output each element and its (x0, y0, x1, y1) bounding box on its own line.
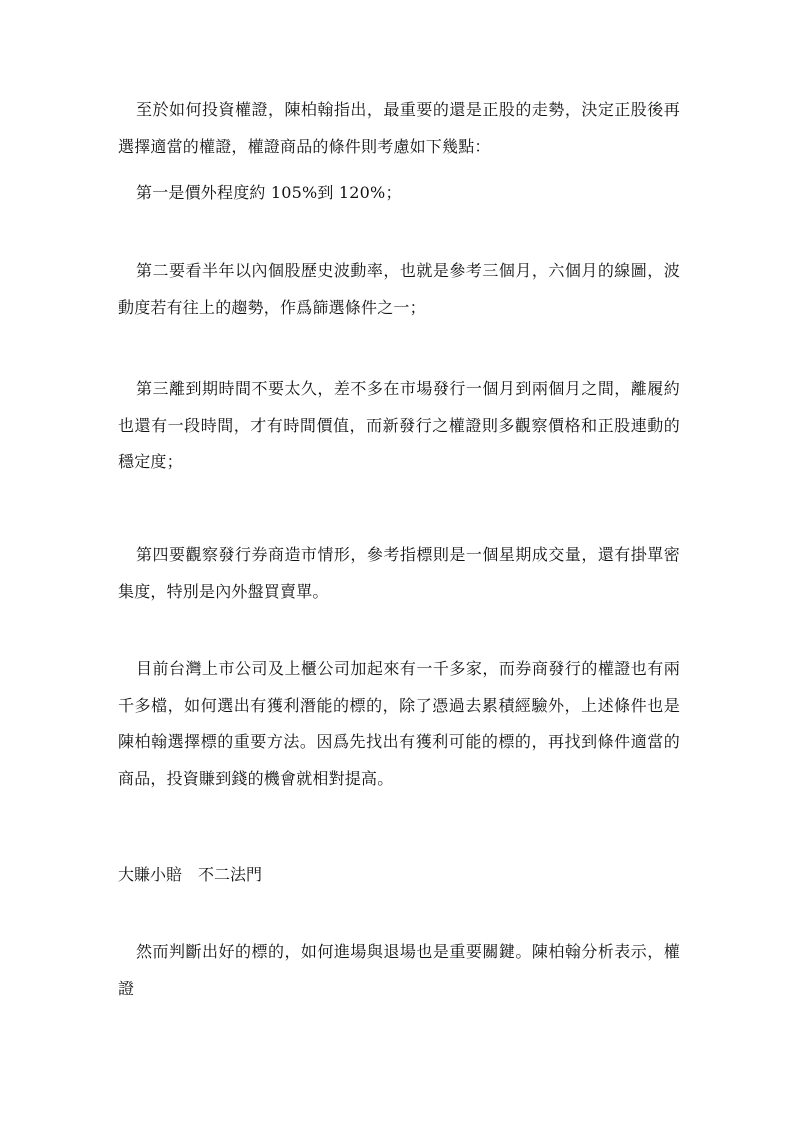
paragraph-condition-2: 第二要看半年以內個股歷史波動率，也就是參考三個月，六個月的線圖，波動度若有往上的趨勢，作爲篩選條件之一； (118, 261, 680, 317)
section-heading: 大賺小賠 不二法門 (118, 865, 263, 884)
paragraph-condition-1: 第一是價外程度約 105%到 120%； (136, 183, 402, 202)
paragraph-condition-4: 第四要觀察發行券商造市情形，參考指標則是一個星期成交量，還有掛單密集度，特別是內外盤買賣單。 (118, 545, 680, 601)
paragraph-condition-3: 第三離到期時間不要太久，差不多在市場發行一個月到兩個月之間，離履約也還有一段時間，才有時間價值，而新發行之權證則多觀察價格和正股連動的穩定度； (118, 379, 680, 471)
paragraph-entry-exit: 然而判斷出好的標的，如何進場與退場也是重要關鍵。陳柏翰分析表示，權證 (118, 942, 680, 998)
paragraph-market-overview: 目前台灣上市公司及上櫃公司加起來有一千多家，而券商發行的權證也有兩千多檔，如何選出有獲利潛能的標的，除了憑過去累積經驗外，上述條件也是陳柏翰選擇標的重要方法。因爲先找出有獲利可能的標的，再找到條件適當的商品，投資賺到錢的機會就相對提高。 (118, 659, 680, 788)
paragraph-intro: 至於如何投資權證，陳柏翰指出，最重要的還是正股的走勢，決定正股後再選擇適當的權證，權證商品的條件則考慮如下幾點： (118, 100, 680, 156)
